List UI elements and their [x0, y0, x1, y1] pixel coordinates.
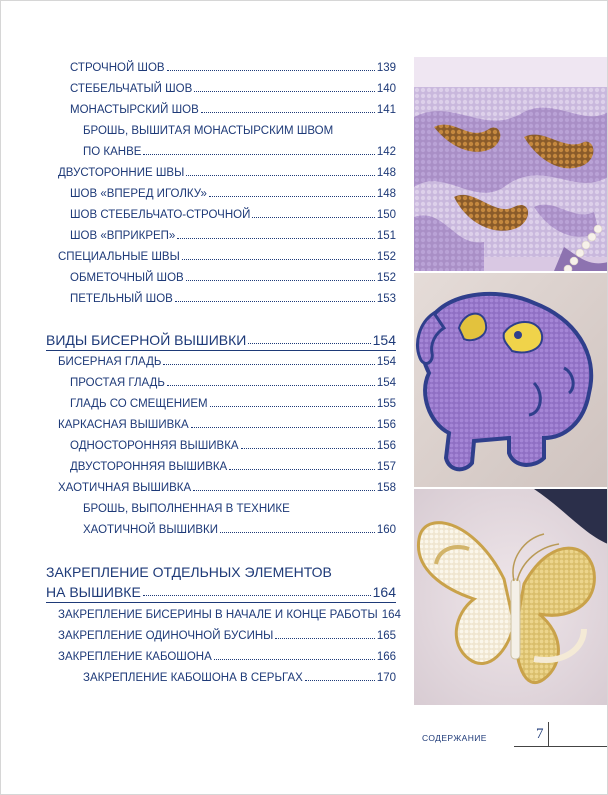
- toc-entry-page: 153: [376, 293, 396, 305]
- toc-entry[interactable]: [70, 227, 396, 245]
- leader-dots: [175, 290, 375, 302]
- toc-entry-label: КАРКАСНАЯ ВЫШИВКА: [58, 419, 189, 431]
- toc-entry-label: ХАОТИЧНОЙ ВЫШИВКИ: [83, 524, 218, 536]
- toc-entry-label: ОДНОСТОРОННЯЯ ВЫШИВКА: [70, 440, 239, 452]
- toc-section-heading-line1[interactable]: [46, 562, 396, 582]
- toc-entry-page: 152: [376, 272, 396, 284]
- toc-entry[interactable]: [58, 606, 401, 624]
- leader-dots: [194, 80, 375, 92]
- toc-entry[interactable]: [58, 248, 396, 266]
- section-title: НА ВЫШИВКЕ: [46, 584, 141, 600]
- toc-entry[interactable]: [70, 269, 396, 287]
- toc-entry-label: ЗАКРЕПЛЕНИЕ ОДИНОЧНОЙ БУСИНЫ: [58, 630, 274, 642]
- elephant-brooch-illustration: [414, 273, 608, 487]
- toc-entry[interactable]: [70, 206, 396, 224]
- toc-entry-line1[interactable]: [83, 500, 396, 518]
- toc-entry-label: ПО КАНВЕ: [83, 146, 142, 158]
- toc-entry[interactable]: [83, 521, 396, 539]
- leader-dots: [275, 627, 374, 639]
- section-page: 164: [372, 584, 396, 600]
- leader-dots: [167, 59, 375, 71]
- toc-entry-label: ШОВ «ВПРИКРЕП»: [70, 230, 176, 242]
- toc-entry-page: 155: [376, 398, 396, 410]
- leader-dots: [248, 330, 370, 344]
- embroidery-illustration: [414, 57, 608, 271]
- toc-entry-label: ГЛАДЬ СО СМЕЩЕНИЕМ: [70, 398, 208, 410]
- leader-dots: [241, 437, 375, 449]
- toc-entry[interactable]: [58, 164, 396, 182]
- toc-entry-label: ПРОСТАЯ ГЛАДЬ: [70, 377, 165, 389]
- footer-rule: [514, 746, 608, 747]
- toc-entry-line1[interactable]: [83, 122, 396, 140]
- leader-dots: [220, 521, 375, 533]
- toc-entry-page: 150: [376, 209, 396, 221]
- toc-entry-label: ШОВ «ВПЕРЕД ИГОЛКУ»: [70, 188, 207, 200]
- toc-entry[interactable]: [83, 669, 396, 687]
- leader-dots: [186, 164, 375, 176]
- leader-dots: [229, 458, 375, 470]
- toc-entry-label: БРОШЬ, ВЫШИТАЯ МОНАСТЫРСКИМ ШВОМ: [83, 125, 334, 137]
- toc-entry[interactable]: [70, 395, 396, 413]
- toc-entry-page: 156: [376, 440, 396, 452]
- toc-entry[interactable]: [83, 143, 396, 161]
- toc-entry-page: 148: [376, 188, 396, 200]
- section-title: ЗАКРЕПЛЕНИЕ ОТДЕЛЬНЫХ ЭЛЕМЕНТОВ: [46, 564, 332, 580]
- section-page: 154: [372, 332, 396, 348]
- cream-butterfly-brooch-photo: [414, 489, 608, 705]
- leader-dots: [143, 143, 374, 155]
- purple-elephant-brooch-photo: [414, 273, 608, 487]
- toc-entry-label: ОБМЕТОЧНЫЙ ШОВ: [70, 272, 184, 284]
- toc-entry[interactable]: [70, 80, 396, 98]
- butterfly-brooch-illustration: [414, 489, 608, 705]
- leader-dots: [177, 227, 374, 239]
- toc-entry-page: 139: [376, 62, 396, 74]
- toc-entry-label: ЗАКРЕПЛЕНИЕ КАБОШОНА: [58, 651, 212, 663]
- toc-entry-label: ДВУСТОРОННИЕ ШВЫ: [58, 167, 185, 179]
- toc-entry-page: 164: [381, 609, 401, 621]
- toc-entry-label: ДВУСТОРОННЯЯ ВЫШИВКА: [70, 461, 228, 473]
- photo-column: [414, 57, 608, 705]
- leader-dots: [143, 582, 371, 596]
- toc-entry[interactable]: [58, 648, 396, 666]
- section-title: ВИДЫ БИСЕРНОЙ ВЫШИВКИ: [46, 332, 247, 348]
- leader-dots: [163, 353, 374, 365]
- toc-entry-label: СТРОЧНОЙ ШОВ: [70, 62, 165, 74]
- toc-entry-label: ПЕТЕЛЬНЫЙ ШОВ: [70, 293, 173, 305]
- leader-dots: [191, 416, 375, 428]
- toc-entry[interactable]: [70, 59, 396, 77]
- leader-dots: [182, 248, 375, 260]
- toc-entry-label: СТЕБЕЛЬЧАТЫЙ ШОВ: [70, 83, 193, 95]
- purple-gold-beaded-embroidery-photo: [414, 57, 608, 271]
- toc-entry-page: 165: [376, 630, 396, 642]
- toc-entry-label: БИСЕРНАЯ ГЛАДЬ: [58, 356, 162, 368]
- toc-section-heading[interactable]: [46, 582, 396, 603]
- leader-dots: [210, 395, 375, 407]
- toc-entry-page: 148: [376, 167, 396, 179]
- toc-entry-label: ШОВ СТЕБЕЛЬЧАТО-СТРОЧНОЙ: [70, 209, 251, 221]
- toc-entry-page: 151: [376, 230, 396, 242]
- toc-entry-label: ХАОТИЧНАЯ ВЫШИВКА: [58, 482, 192, 494]
- toc-section-heading[interactable]: [46, 330, 396, 351]
- toc-entry-page: 152: [376, 251, 396, 263]
- toc-entry[interactable]: [58, 627, 396, 645]
- toc-entry-page: 166: [376, 651, 396, 663]
- toc-entry[interactable]: [70, 185, 396, 203]
- toc-entry[interactable]: [58, 416, 396, 434]
- leader-dots: [167, 374, 375, 386]
- toc-entry[interactable]: [70, 437, 396, 455]
- toc-entry-page: 157: [376, 461, 396, 473]
- footer-section-label: СОДЕРЖАНИЕ: [422, 733, 487, 743]
- toc-entry[interactable]: [70, 290, 396, 308]
- footer-divider: [548, 722, 549, 746]
- toc-entry-page: 156: [376, 419, 396, 431]
- toc-entry-page: 160: [376, 524, 396, 536]
- toc-entry-label: МОНАСТЫРСКИЙ ШОВ: [70, 104, 199, 116]
- leader-dots: [214, 648, 375, 660]
- toc-entry[interactable]: [58, 353, 396, 371]
- leader-dots: [305, 669, 375, 681]
- toc-entry[interactable]: [70, 374, 396, 392]
- toc-entry-page: 170: [376, 672, 396, 684]
- toc-entry-page: 142: [376, 146, 396, 158]
- leader-dots: [186, 269, 375, 281]
- toc-entry-page: 154: [376, 356, 396, 368]
- toc-entry-label: ЗАКРЕПЛЕНИЕ КАБОШОНА В СЕРЬГАХ: [83, 672, 303, 684]
- leader-dots: [252, 206, 374, 218]
- leader-dots: [201, 101, 375, 113]
- toc-entry-page: 141: [376, 104, 396, 116]
- toc-entry-label: СПЕЦИАЛЬНЫЕ ШВЫ: [58, 251, 180, 263]
- page-number: 7: [536, 726, 544, 742]
- leader-dots: [193, 479, 375, 491]
- toc-entry[interactable]: [70, 101, 396, 119]
- toc-entry-page: 140: [376, 83, 396, 95]
- toc-entry-label: ЗАКРЕПЛЕНИЕ БИСЕРИНЫ В НАЧАЛЕ И КОНЦЕ РАБОТЫ: [58, 609, 378, 621]
- toc-entry[interactable]: [58, 479, 396, 497]
- toc-entry-page: 154: [376, 377, 396, 389]
- toc-entry[interactable]: [70, 458, 396, 476]
- toc-entry-label: БРОШЬ, ВЫПОЛНЕННАЯ В ТЕХНИКЕ: [83, 503, 290, 515]
- toc-entry-page: 158: [376, 482, 396, 494]
- leader-dots: [209, 185, 375, 197]
